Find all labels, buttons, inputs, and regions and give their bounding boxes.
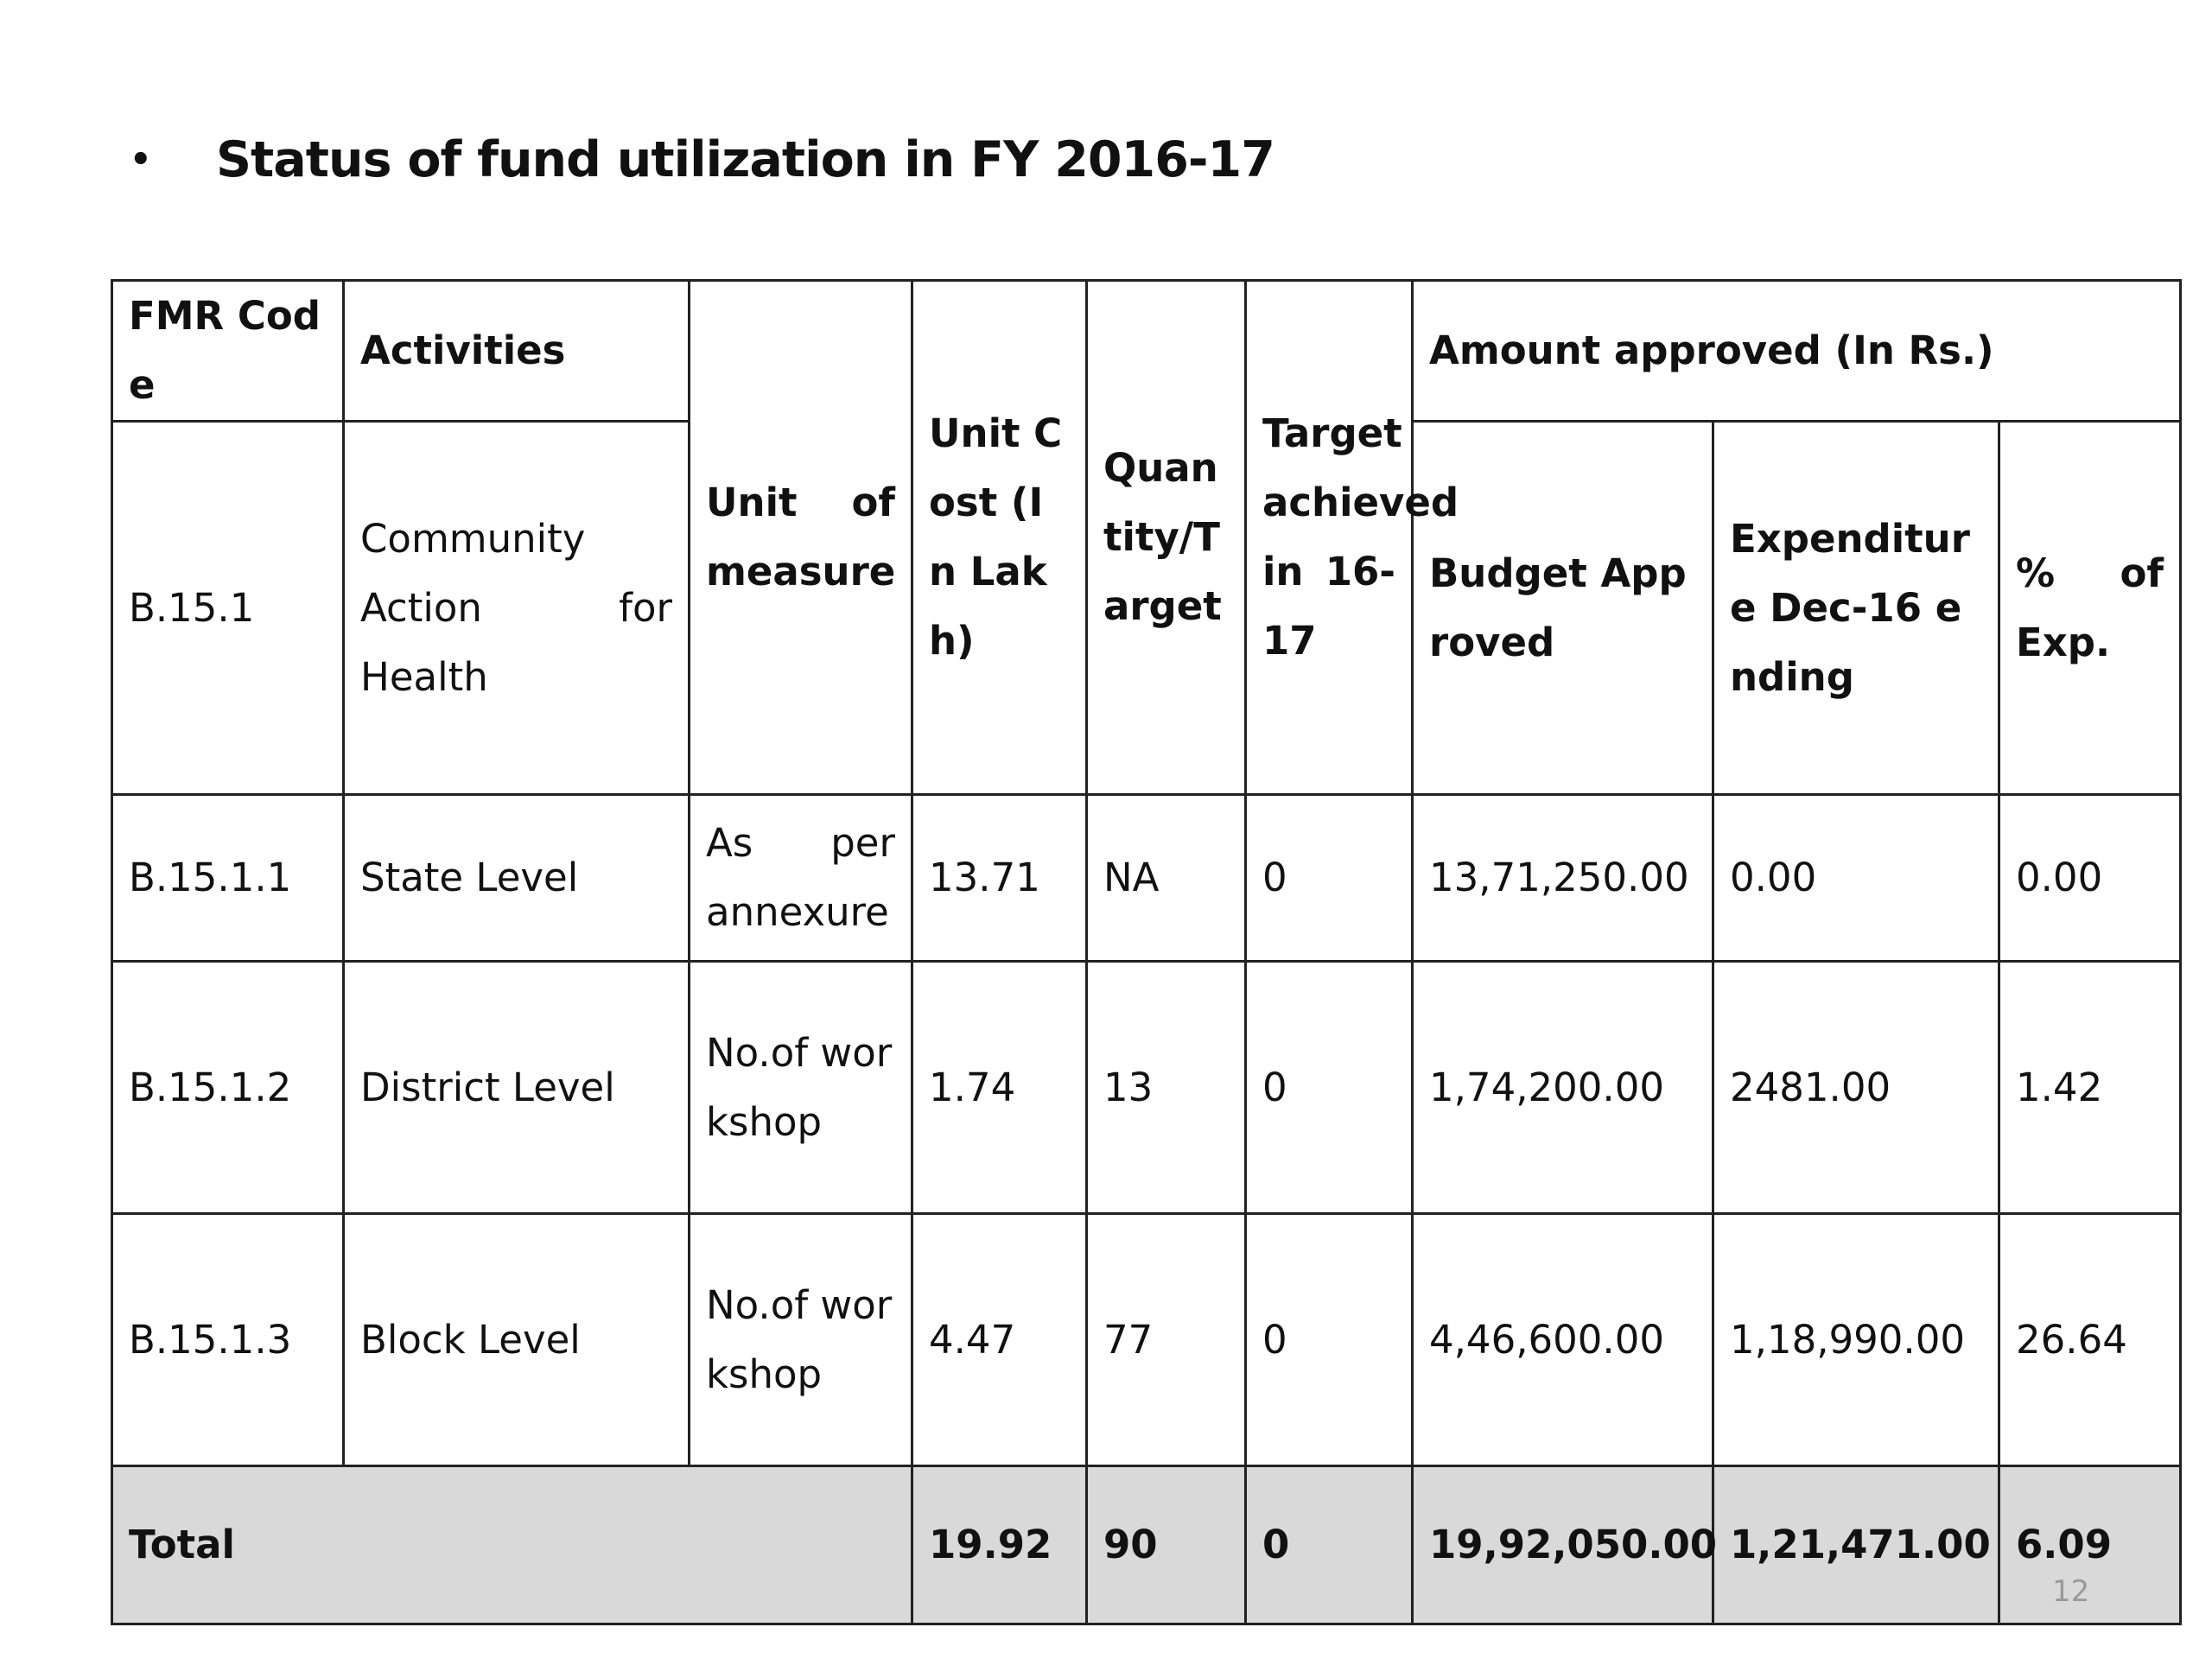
total-label: Total [112, 1466, 912, 1624]
cell-activity: District Level [344, 962, 690, 1214]
cell-activity: State Level [344, 795, 690, 962]
page-number: 12 [2052, 1574, 2090, 1609]
header-budget-approved: Budget Approved [1413, 422, 1713, 795]
cell-code: B.15.1.1 [112, 795, 344, 962]
cell-quantity: 13 [1087, 962, 1246, 1214]
table-row [112, 1214, 2181, 1466]
header-percent-exp: % of Exp. [1999, 422, 2181, 795]
cell-budget: 1,74,200.00 [1413, 962, 1713, 1214]
slide-title-row [130, 121, 1274, 199]
cell-unit: No.of workshop [690, 1214, 912, 1466]
total-expenditure: 1,21,471.00 [1713, 1466, 1999, 1624]
header-expenditure: Expenditure Dec-16 ending [1713, 422, 1999, 795]
fund-utilization-table [111, 279, 2182, 1625]
cell-unit: No.of workshop [690, 962, 912, 1214]
total-target-achieved: 0 [1246, 1466, 1413, 1624]
group-activity: Community Action for Health [344, 422, 690, 795]
header-activities: Activities [344, 281, 690, 422]
cell-budget: 4,46,600.00 [1413, 1214, 1713, 1466]
cell-target-achieved: 0 [1246, 795, 1413, 962]
slide-title: Status of fund utilization in FY 2016-17 [216, 131, 1274, 188]
group-code: B.15.1 [112, 422, 344, 795]
cell-expenditure: 0.00 [1713, 795, 1999, 962]
header-quantity-target: Quantity/Target [1087, 281, 1246, 795]
cell-quantity: 77 [1087, 1214, 1246, 1466]
cell-unit-cost: 4.47 [912, 1214, 1087, 1466]
cell-unit-cost: 13.71 [912, 795, 1087, 962]
cell-budget: 13,71,250.00 [1413, 795, 1713, 962]
total-percent: 6.09 [1999, 1466, 2181, 1624]
cell-percent: 0.00 [1999, 795, 2181, 962]
cell-target-achieved: 0 [1246, 962, 1413, 1214]
total-row [112, 1466, 2181, 1624]
table-row [112, 962, 2181, 1214]
bullet-icon: • [130, 140, 152, 180]
cell-code: B.15.1.2 [112, 962, 344, 1214]
total-quantity: 90 [1087, 1466, 1246, 1624]
header-row-top [112, 281, 2181, 422]
header-unit-of-measure: Unit of measure [690, 281, 912, 795]
cell-quantity: NA [1087, 795, 1246, 962]
table-row [112, 795, 2181, 962]
cell-percent: 26.64 [1999, 1214, 2181, 1466]
total-budget: 19,92,050.00 [1413, 1466, 1713, 1624]
header-target-achieved: Target achieved in 16-17 [1246, 281, 1413, 795]
total-unit-cost: 19.92 [912, 1466, 1087, 1624]
header-unit-cost: Unit Cost (In Lakh) [912, 281, 1087, 795]
cell-activity: Block Level [344, 1214, 690, 1466]
cell-percent: 1.42 [1999, 962, 2181, 1214]
cell-target-achieved: 0 [1246, 1214, 1413, 1466]
header-amount-approved: Amount approved (In Rs.) [1413, 281, 2181, 422]
header-fmr-code: FMR Code [112, 281, 344, 422]
cell-expenditure: 2481.00 [1713, 962, 1999, 1214]
cell-unit: As per annexure [690, 795, 912, 962]
cell-unit-cost: 1.74 [912, 962, 1087, 1214]
cell-code: B.15.1.3 [112, 1214, 344, 1466]
cell-expenditure: 1,18,990.00 [1713, 1214, 1999, 1466]
